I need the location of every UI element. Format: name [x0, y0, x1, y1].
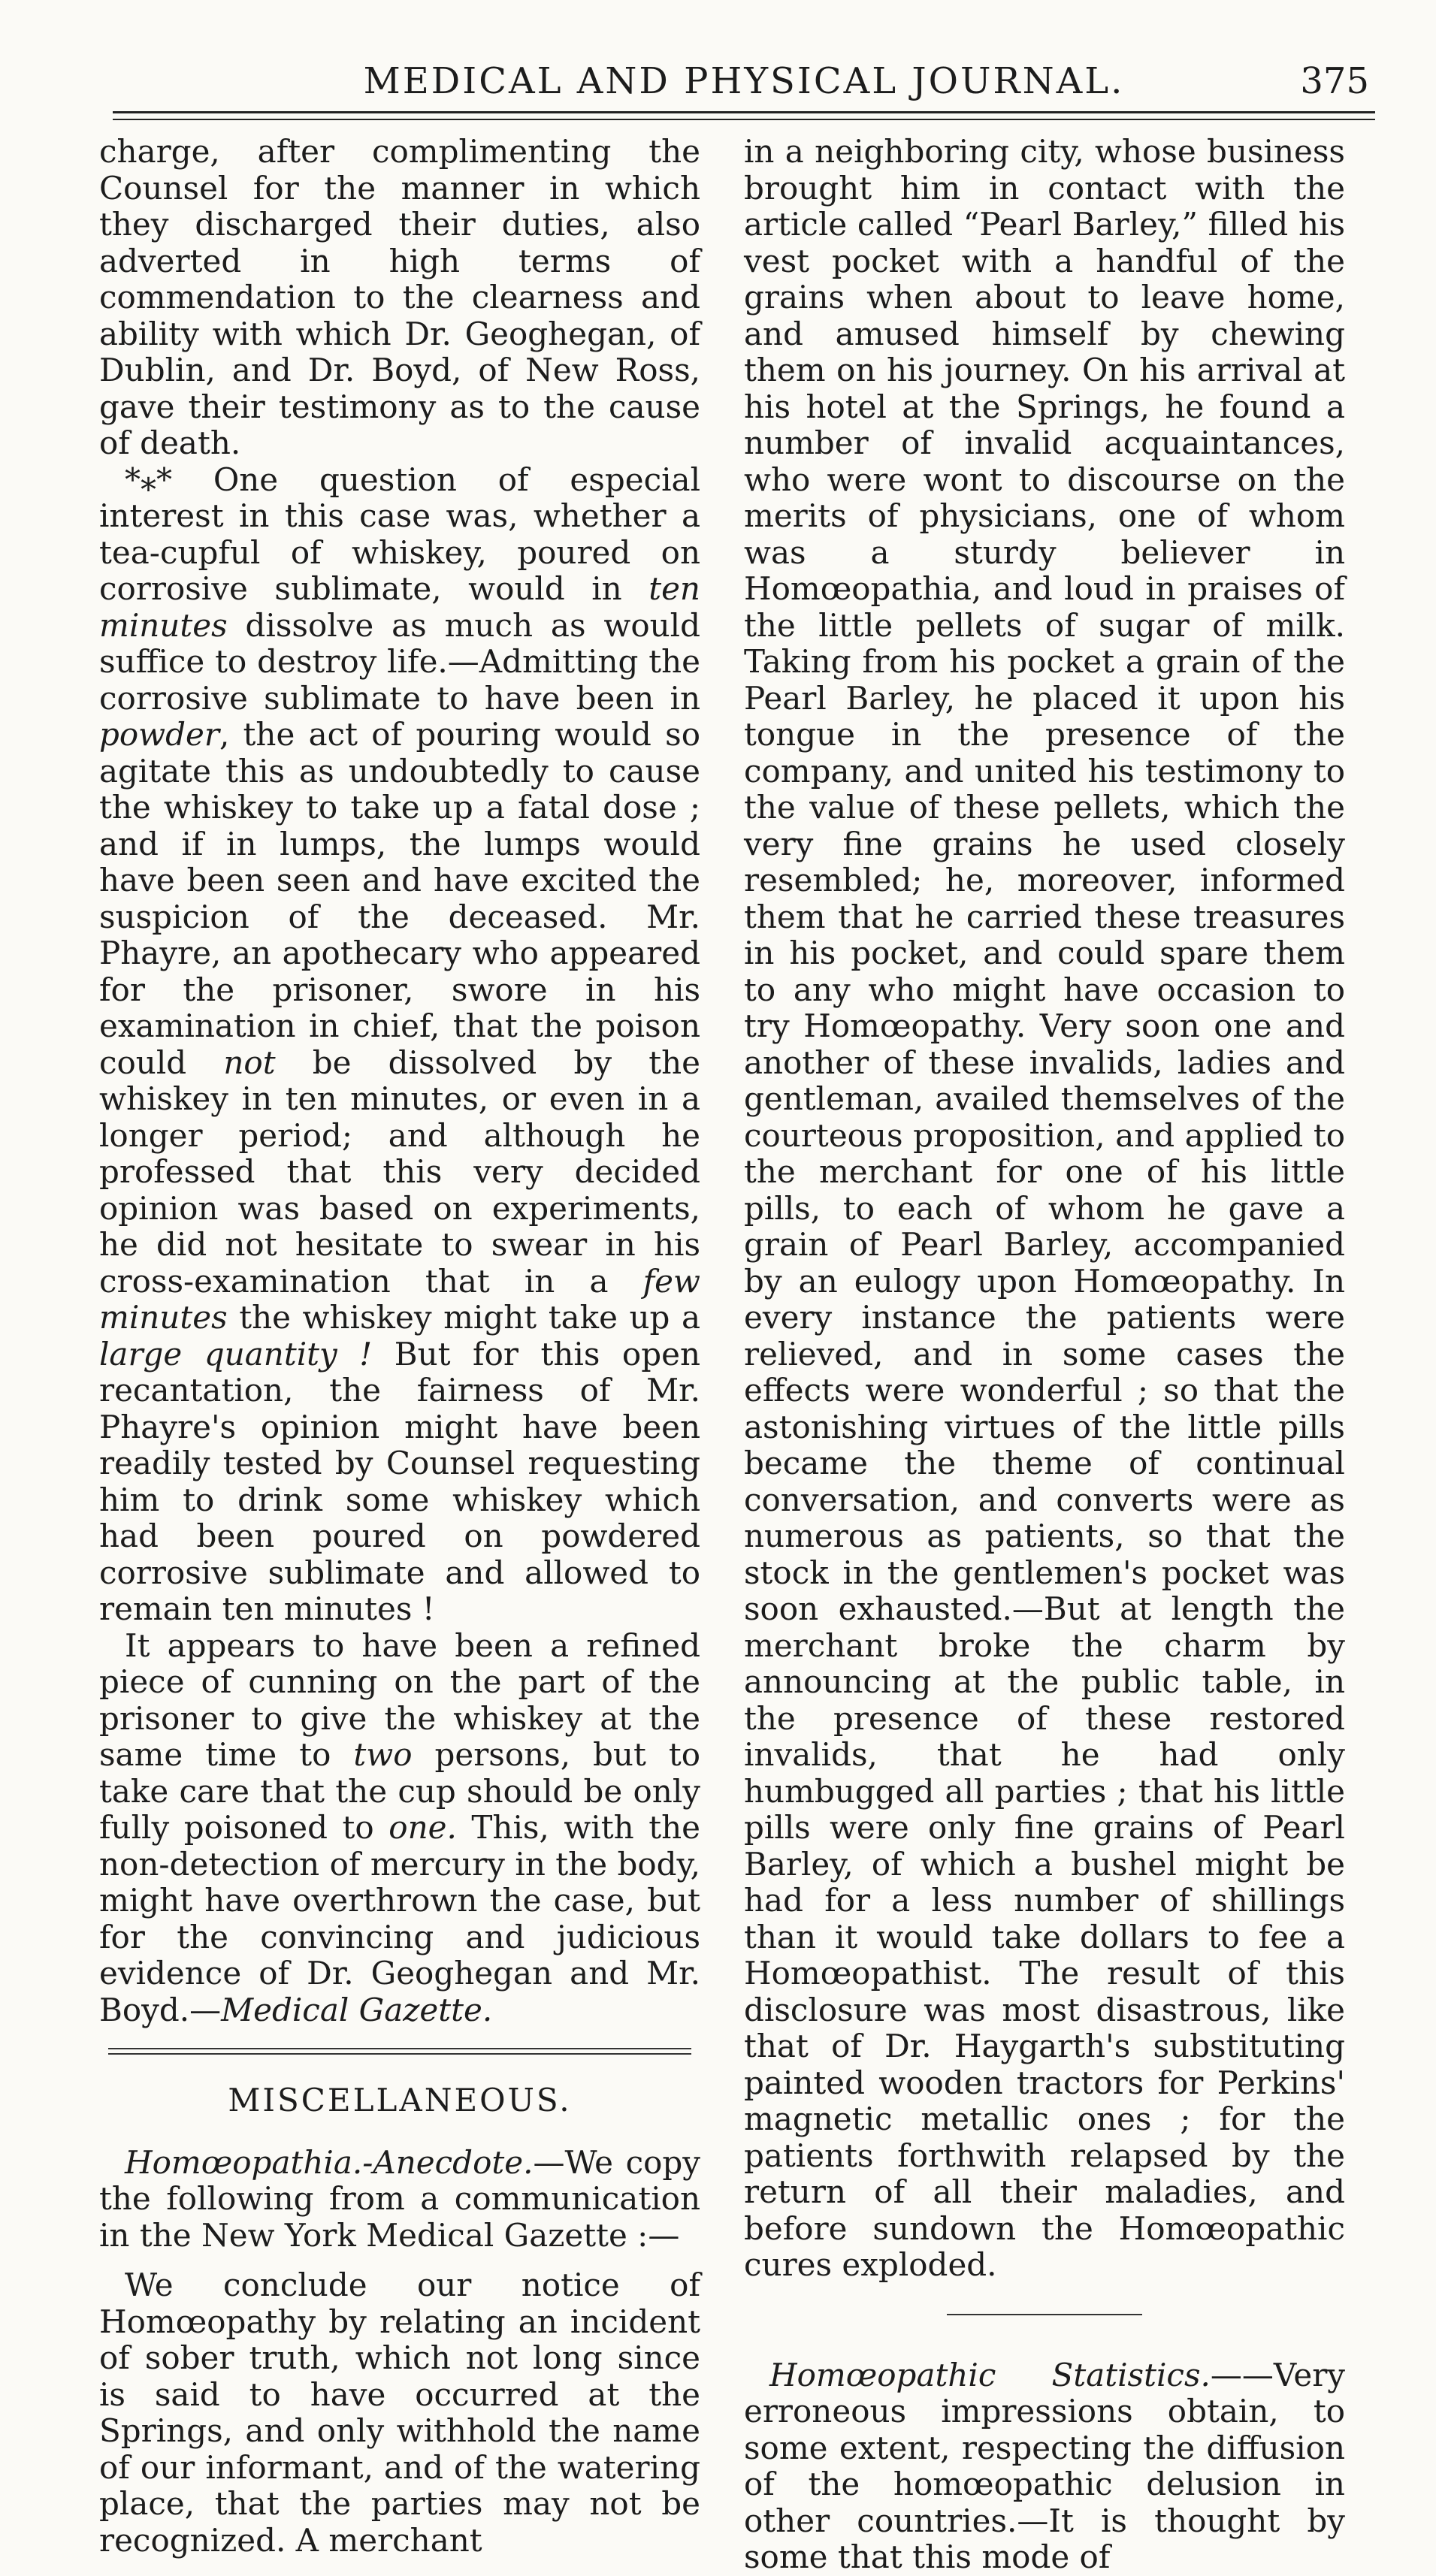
paragraph-refined-cunning: [99, 1628, 700, 2029]
running-header: [113, 47, 1375, 107]
text-run: , the act of pouring would so agitate this as undoubtedly to cause the whiskey to take up a fatal dose ; and if in lumps, the lumps would have been seen and have excited the suspicion of the deceased. Mr. Phayre, an apothecary who appeared for the prisoner, swore in his examination in chief, that the poison could: [99, 716, 700, 1081]
text-run: the whiskey might take up a: [227, 1299, 700, 1336]
text-run: *⁎* One question of especial interest in this case was, whether a tea-cupful of whiskey, poured on corrosive sublimate, would in: [99, 461, 700, 607]
italic-run: large quantity !: [99, 1335, 373, 1373]
italic-run: powder: [99, 716, 219, 753]
section-divider: [108, 2045, 691, 2060]
paragraph-pearl-barley: in a neighboring city, whose business brought him in contact with the article called “Pearl Barley,” filled his vest pocket with a handful of the grains when about to leave home, and amused himself by chewing them on his journey. On his arrival at his hotel at the Springs, he found a number of invalid acquaintances, who were wont to discourse on the merits of physicians, one of whom was a sturdy believer in Homœopathia, and loud in praises of the little pellets of sugar of milk. Taking from his pocket a grain of the Pearl Barley, he placed it upon his tongue in the presence of the company, and united his testimony to the value of these pellets, which the very fine grains he used closely resembled; he, moreover, informed them that he carried these treasures in his pocket, and could spare them to any who might have occasion to try Homœopathy. Very soon one and another of these invalids, ladies and gentleman, availed themselves of the courteous proposition, and applied to the merchant for one of his little pills, to each of whom he gave a grain of Pearl Barley, accompanied by an eulogy upon Homœopathy. In every instance the patients were relieved, and in some cases the effects were wonderful ; so that the astonishing virtues of the little pills became the theme of continual conversation, and converts were as numerous as patients, so that the stock in the gentlemen's pocket was soon exhausted.—But at length the merchant broke the charm by announcing at the public table, in the presence of these restored invalids, that he had only humbugged all parties ; that his little pills were only fine grains of Pearl Barley, of which a bushel might be had for a less number of shillings than it would take dollars to fee a Homœopathist. The result of this disclosure was most disastrous, like that of Dr. Haygarth's substituting painted wooden tractors for Perkins' magnetic metallic ones ; for the patients forthwith relapsed by the return of all their maladies, and before sundown the Homœopathic cures exploded.: [744, 133, 1345, 2283]
left-column: [99, 134, 700, 2559]
article-divider: [947, 2314, 1142, 2315]
paragraph-anecdote-intro: [99, 2145, 700, 2254]
italic-run: two: [353, 1736, 413, 1773]
text-run: —We copy the following from a communication in the New York Medical Gazette :—: [99, 2143, 700, 2254]
italic-run: ten minutes: [99, 570, 700, 644]
text-run: dissolve as much as would suffice to destroy life.—Admitting the corrosive sublimate to have been in: [99, 606, 700, 717]
italic-run: Medical Gazette.: [221, 1991, 493, 2028]
text-run: It appears to have been a refined piece of cunning on the part of the prisoner to give the whiskey at the same time to: [99, 1626, 700, 1773]
text-run: This, with the non-detection of mercury in the body, might have overthrown the case, but for the convincing and judicious evidence of Dr. Geoghegan and Mr. Boyd.—: [99, 1809, 701, 2028]
header-rule-double: [113, 119, 1375, 120]
text-run: be dissolved by the whiskey in ten minutes, or even in a longer period; and although he professed that this very decided opinion was based on experiments, he did not hesitate to swear in his cross-examination that in a: [99, 1043, 701, 1300]
section-heading: MISCELLANEOUS.: [228, 2082, 572, 2118]
paragraph-verdict-continuation: charge, after complimenting the Counsel for the manner in which they discharged their duties, also adverted in high terms of commendation to the clearness and ability with which Dr. Geoghegan, of Dublin, and Dr. Boyd, of New Ross, gave their testimony as to the cause of death.: [99, 133, 700, 461]
text-run: ——Very erroneous impressions obtain, to some extent, respecting the diffusion of the homœopathic delusion in other countries.—It is thought by some that this mode of: [744, 2356, 1345, 2575]
paragraph-whiskey-question: [99, 462, 700, 1628]
italic-run: Homœopathia.-Anecdote.: [125, 2143, 534, 2181]
right-column: [744, 134, 1345, 2576]
italic-run: one.: [388, 1809, 457, 1846]
italic-run: not: [223, 1043, 276, 1081]
running-title: MEDICAL AND PHYSICAL JOURNAL.: [363, 60, 1125, 102]
paragraph-statistics: [744, 2357, 1345, 2576]
page-number: 375: [1300, 60, 1369, 102]
italic-run: few minutes: [99, 1262, 700, 1336]
header-rule: [113, 111, 1375, 113]
text-run: But for this open recantation, the fairness of Mr. Phayre's opinion might have been readily tested by Counsel requesting him to drink some whiskey which had been poured on powdered corrosive sublimate and allowed to remain ten minutes !: [99, 1335, 701, 1627]
paragraph-anecdote-start: We conclude our notice of Homœopathy by relating an incident of sober truth, which not long since is said to have occurred at the Springs, and only withhold the name of our informant, and of the watering place, that the parties may not be recognized. A merchant: [99, 2266, 700, 2559]
italic-run: Homœopathic Statistics.: [769, 2356, 1211, 2393]
text-run: persons, but to take care that the cup should be only fully poisoned to: [99, 1736, 700, 1846]
